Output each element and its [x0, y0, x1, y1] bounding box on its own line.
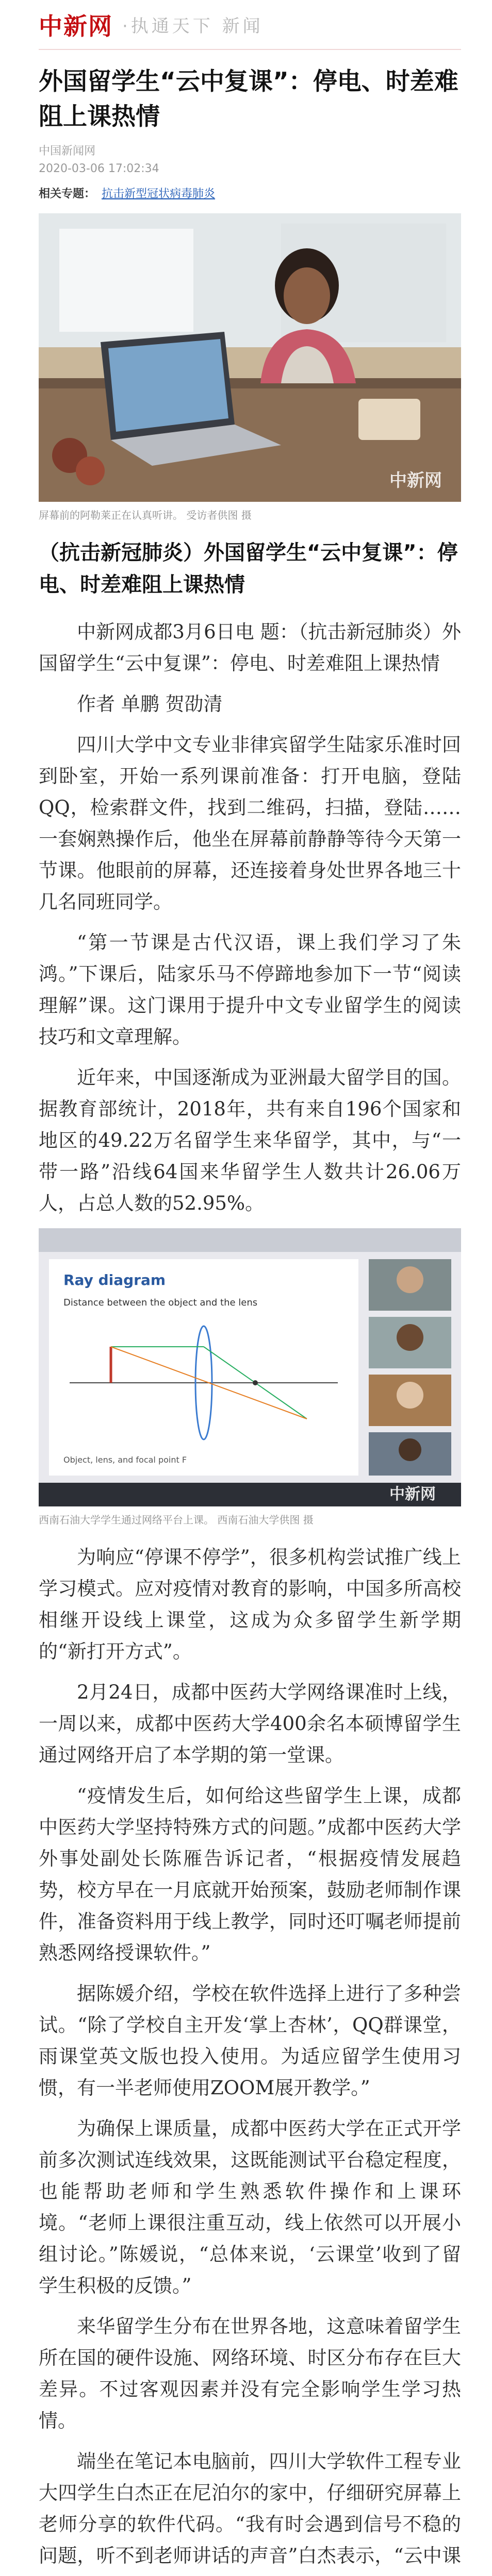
article-datetime: 2020-03-06 17:02:34	[39, 162, 159, 175]
related-label: 相关专题：	[39, 188, 96, 200]
site-slogan: ·执通天下 新闻	[122, 16, 264, 37]
article-paragraph: 近年来，中国逐渐成为亚洲最大留学目的国。据教育部统计，2018年，共有来自196个国家和地区的49.22万名留学生来华留学，其中，与“一带一路”沿线64国来华留学生人数共计26.06万人，占总人数的52.95%。	[39, 1066, 461, 1214]
article-paragraph: 端坐在笔记本电脑前，四川大学软件工程专业大四学生白杰正在尼泊尔的家中，仔细研究屏幕上老师分享的软件代码。“我有时会遇到信号不稳的问题，听不到老师讲话的声音”白杰表示，“云中课	[39, 2450, 461, 2567]
article-paragraph: 中新网成都3月6日电 题：（抗击新冠肺炎）外国留学生“云中复课”：停电、时差难阻上课热情	[39, 621, 461, 674]
slide-sub: Object, lens, and focal point F	[63, 1455, 187, 1465]
photo-online-class-illustration	[39, 1228, 461, 1506]
site-logo[interactable]: 中新网	[39, 12, 113, 40]
article-subhead: （抗击新冠肺炎）外国留学生“云中复课”：停电、时差难阻上课热情	[39, 541, 458, 597]
article-paragraph: 2月24日，成都中医药大学网络课准时上线，一周以来，成都中医药大学400余名本硕博留学生通过网络开启了本学期的第一堂课。	[39, 1681, 461, 1766]
related-topics	[39, 185, 461, 201]
article-paragraph: 据陈媛介绍，学校在软件选择上进行了多种尝试。“除了学校自主开发‘掌上杏林’，QQ群课堂，雨课堂英文版也投入使用。为适应留学生使用习惯，有一半老师使用ZOOM展开教学。”	[39, 1982, 461, 2099]
article-byline: 作者 单鹏 贺劭清	[77, 693, 223, 715]
related-topic-link[interactable]: 抗击新型冠状病毒肺炎	[102, 188, 216, 200]
photo1-caption: 屏幕前的阿勒莱正在认真听讲。 受访者供图 摄	[39, 509, 252, 521]
article-source: 中国新闻网	[39, 145, 96, 158]
photo-student-at-laptop	[39, 213, 461, 502]
slide-text: Distance between the object and the lens	[63, 1297, 258, 1308]
site-header	[39, 0, 461, 50]
article-paragraph: “疫情发生后，如何给这些留学生上课，成都中医药大学坚持特殊方式的问题。”成都中医药大学外事处副处长陈雁告诉记者，“根据疫情发展趋势，校方早在一月底就开始预案，鼓励老师制作课件，准备资料用于线上教学，同时还叮嘱老师提前熟悉网络授课软件。”	[39, 1785, 461, 1964]
article-paragraph: “第一节课是古代汉语，课上我们学习了朱鸿。”下课后，陆家乐马不停蹄地参加下一节“阅读理解”课。这门课用于提升中文专业留学生的阅读技巧和文章理解。	[39, 931, 461, 1048]
photo2-caption: 西南石油大学学生通过网络平台上课。 西南石油大学供图 摄	[39, 1514, 314, 1526]
photo-student-illustration	[39, 213, 461, 502]
article-title: 外国留学生“云中复课”：停电、时差难阻上课热情	[39, 67, 458, 131]
slide-title: Ray diagram	[63, 1272, 166, 1289]
article-paragraph: 为响应“停课不停学”，很多机构尝试推广线上学习模式。应对疫情对教育的影响，中国多所高校相继开设线上课堂，这成为众多留学生新学期的“新打开方式”。	[39, 1546, 461, 1663]
photo1-watermark: 中新网	[389, 470, 442, 491]
article-paragraph: 四川大学中文专业非律宾留学生陆家乐准时回到卧室，开始一系列课前准备：打开电脑，登陆QQ，检索群文件，找到二维码，扫描，登陆……一套娴熟操作后，他坐在屏幕前静静等待今天第一节课。他眼前的屏幕，还连接着身处世界各地三十几名同班同学。	[39, 734, 461, 913]
photo-online-class	[39, 1228, 461, 1506]
article-paragraph: 为确保上课质量，成都中医药大学在正式开学前多次测试连线效果，这既能测试平台稳定程度，也能帮助老师和学生熟悉软件操作和上课环境。“老师上课很注重互动，线上依然可以开展小组讨论。”陈媛说，“总体来说，‘云课堂’收到了留学生积极的反馈。”	[39, 2117, 461, 2297]
photo2-watermark: 中新网	[389, 1485, 436, 1503]
article-paragraph: 来华留学生分布在世界各地，这意味着留学生所在国的硬件设施、网络环境、时区分布存在巨大差异。不过客观因素并没有完全影响学生学习热情。	[39, 2315, 461, 2432]
